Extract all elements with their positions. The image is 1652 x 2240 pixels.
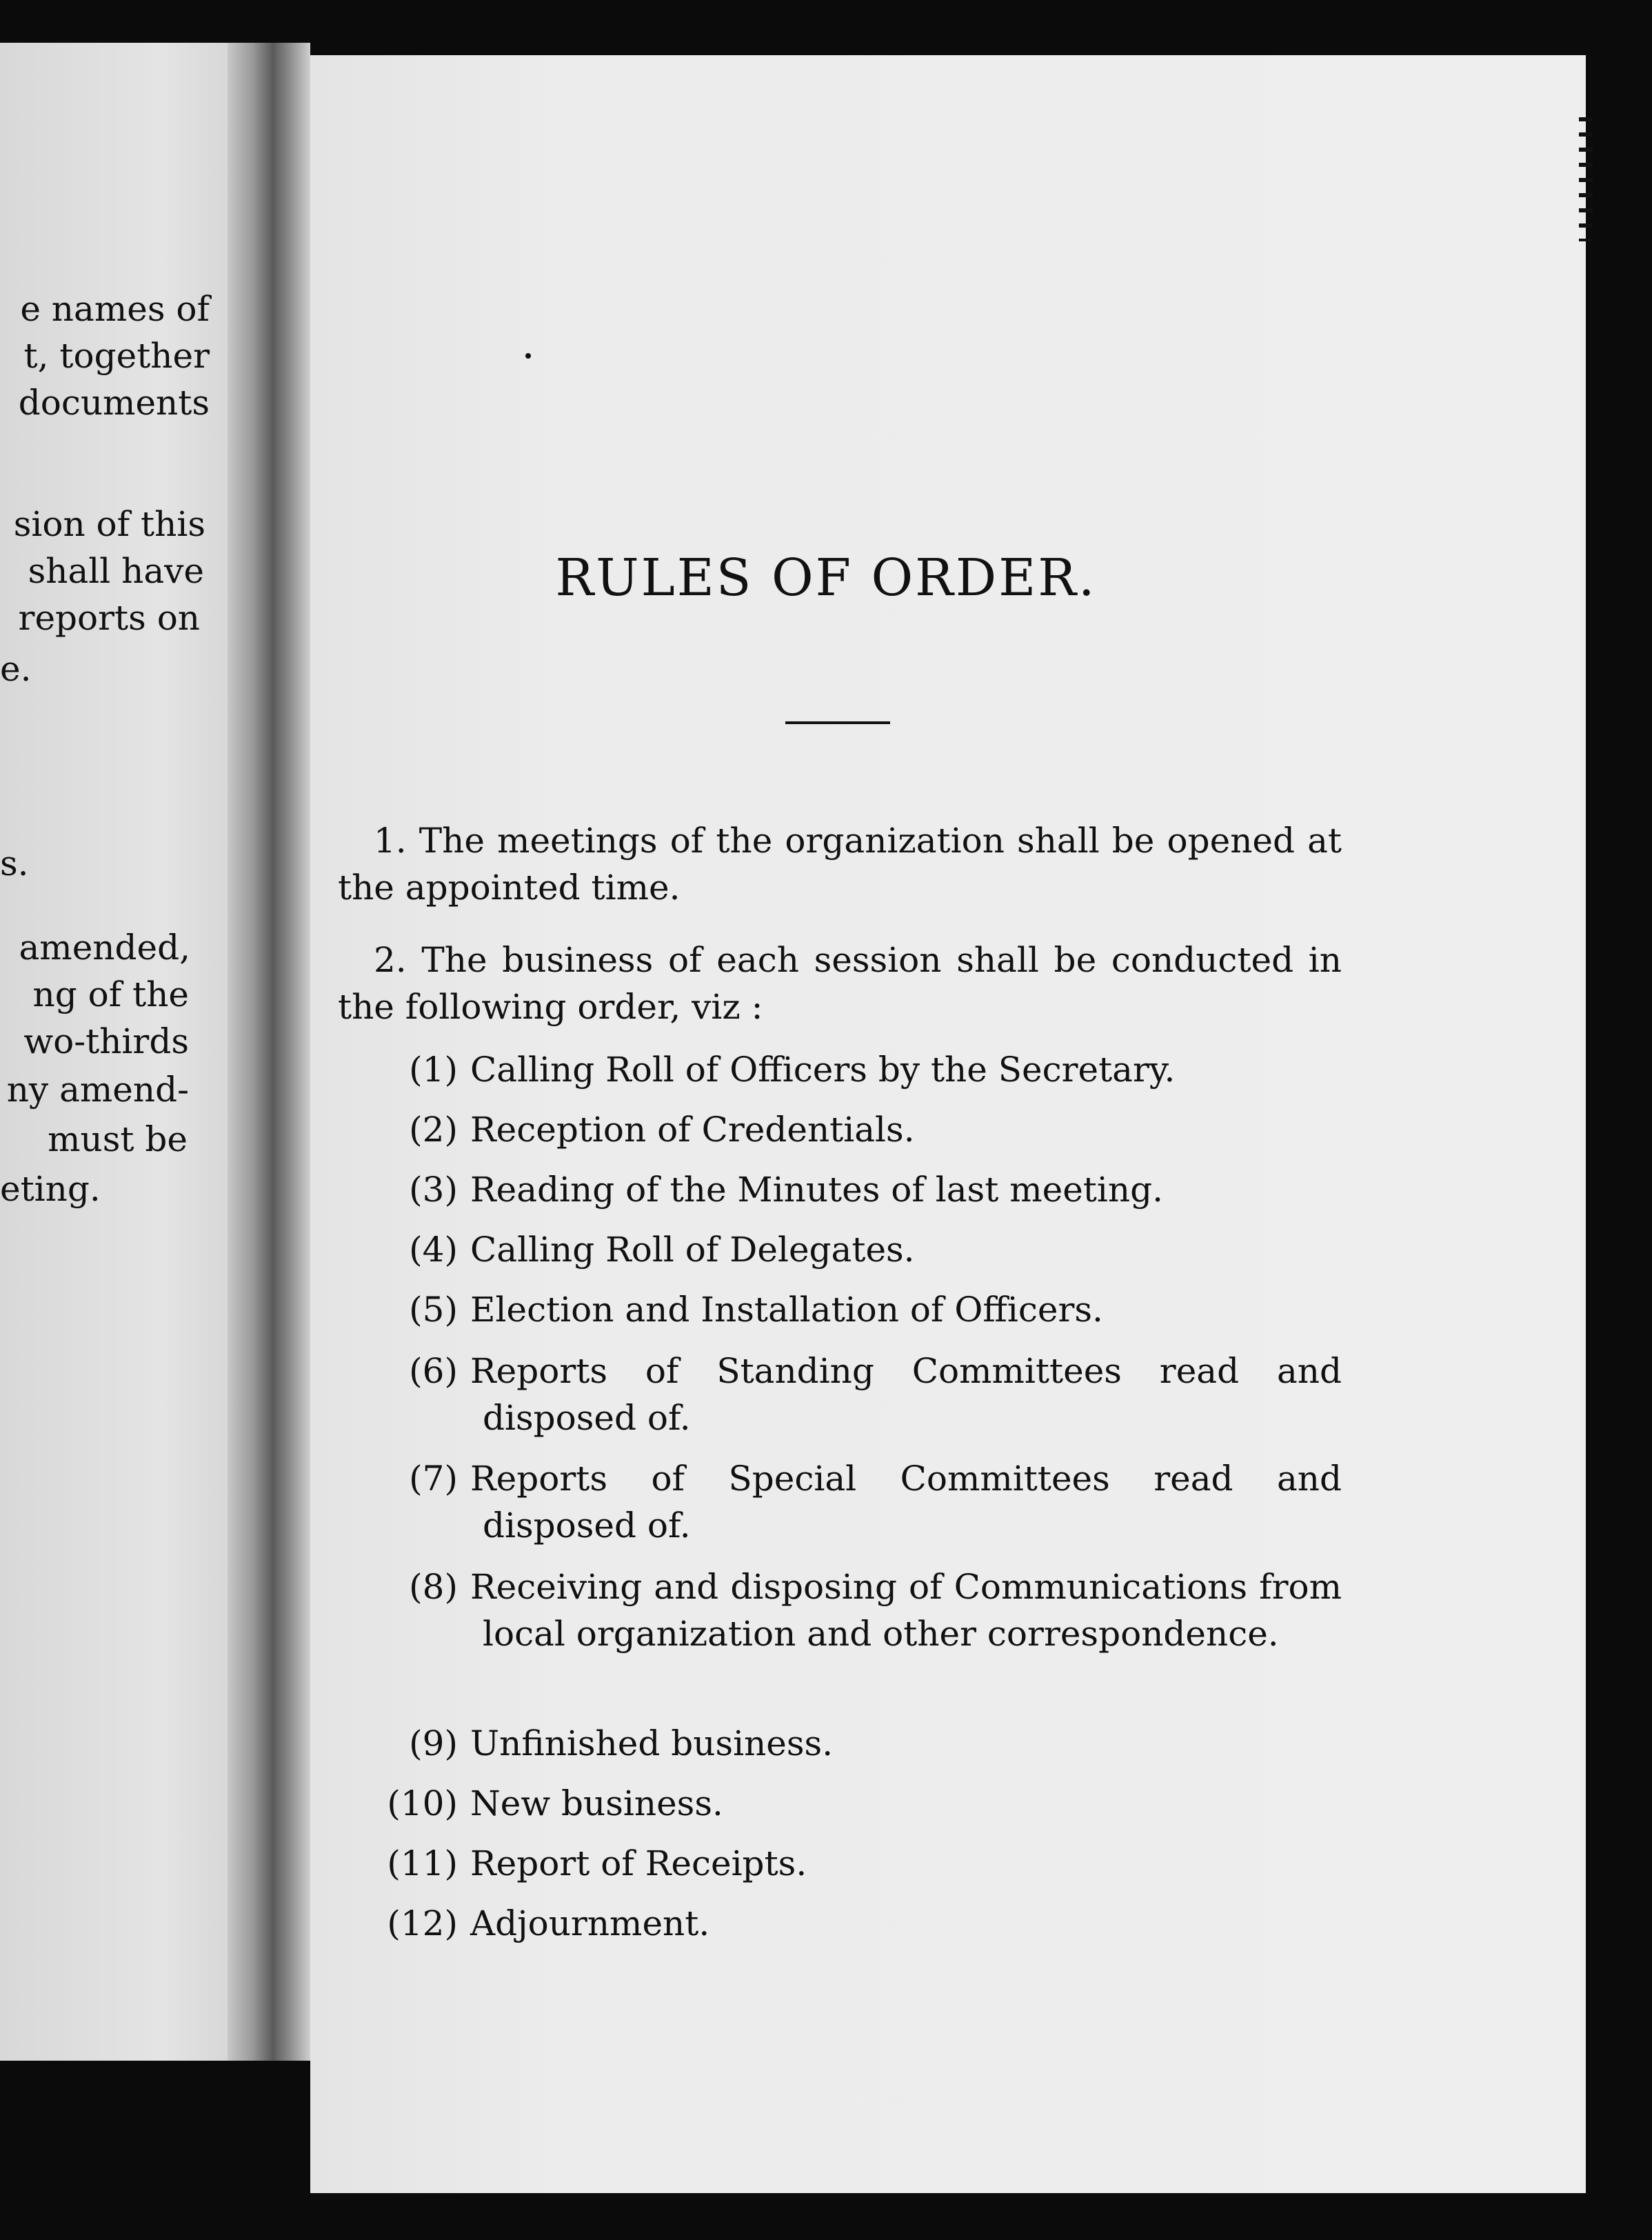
order-item-number: (2)	[409, 1110, 458, 1150]
order-item-number: (8)	[409, 1567, 458, 1607]
order-item	[386, 1348, 1342, 1441]
order-item	[386, 1046, 1342, 1093]
order-item-text: Calling Roll of Officers by the Secretary.	[470, 1050, 1176, 1090]
left-fragment: eting.	[0, 1169, 101, 1209]
order-item-text: Reading of the Minutes of last meeting.	[470, 1170, 1163, 1210]
order-item-number: (7)	[409, 1459, 458, 1499]
order-item-number: (9)	[409, 1723, 458, 1763]
left-fragment: wo-thirds	[23, 1021, 189, 1061]
page-edge-marks	[1579, 117, 1593, 241]
page-title: RULES OF ORDER.	[555, 548, 1097, 608]
order-item-text: Reception of Credentials.	[470, 1110, 915, 1150]
rule-1: 1. The meetings of the organization shall be opened at the appointed time.	[338, 821, 1342, 908]
order-item	[386, 1840, 1342, 1887]
title-divider	[785, 721, 890, 724]
left-fragment: amended,	[19, 928, 190, 968]
order-item-text: New business.	[470, 1783, 723, 1823]
order-item	[386, 1106, 1342, 1153]
order-item-text: Reports of Special Committees read and disposed of.	[470, 1459, 1342, 1546]
order-item-text: Receiving and disposing of Communications from local organization and other correspondence.	[470, 1567, 1342, 1654]
order-item	[386, 1563, 1342, 1657]
order-item	[386, 1455, 1342, 1549]
order-item-text: Report of Receipts.	[470, 1843, 807, 1883]
order-item-number: (5)	[409, 1290, 458, 1330]
left-fragment: t, together	[23, 336, 210, 376]
order-item-text: Adjournment.	[470, 1903, 710, 1943]
order-item	[386, 1286, 1342, 1333]
left-fragment: sion of this	[13, 504, 205, 544]
left-fragment: e names of	[20, 289, 210, 329]
left-fragment: reports on	[18, 598, 200, 638]
order-item	[386, 1900, 1342, 1947]
ink-speck	[525, 353, 531, 359]
order-item	[386, 1226, 1342, 1273]
order-item-number: (6)	[409, 1351, 458, 1391]
order-item-number: (1)	[409, 1050, 458, 1090]
book-gutter	[228, 43, 310, 2061]
left-fragment: s.	[0, 843, 29, 883]
order-item-number: (12)	[387, 1903, 458, 1943]
left-fragment: must be	[48, 1119, 188, 1159]
order-item-text: Reports of Standing Committees read and disposed of.	[470, 1351, 1342, 1438]
left-fragment: ng of the	[32, 974, 189, 1014]
order-item-text: Election and Installation of Officers.	[470, 1290, 1103, 1330]
order-item	[386, 1166, 1342, 1213]
left-fragment: shall have	[28, 551, 204, 591]
left-fragment: ny amend-	[6, 1070, 189, 1110]
order-item-number: (11)	[387, 1843, 458, 1883]
order-item-text: Calling Roll of Delegates.	[470, 1230, 915, 1270]
order-item-number: (10)	[387, 1783, 458, 1823]
order-item	[386, 1780, 1342, 1827]
order-item-number: (3)	[409, 1170, 458, 1210]
order-item	[386, 1720, 1342, 1767]
order-item-text: Unfinished business.	[470, 1723, 834, 1763]
left-fragment: documents	[18, 383, 210, 423]
rule-2: 2. The business of each session shall be conducted in the following order, viz :	[338, 940, 1342, 1027]
order-item-number: (4)	[409, 1230, 458, 1270]
left-fragment: e.	[0, 649, 32, 689]
